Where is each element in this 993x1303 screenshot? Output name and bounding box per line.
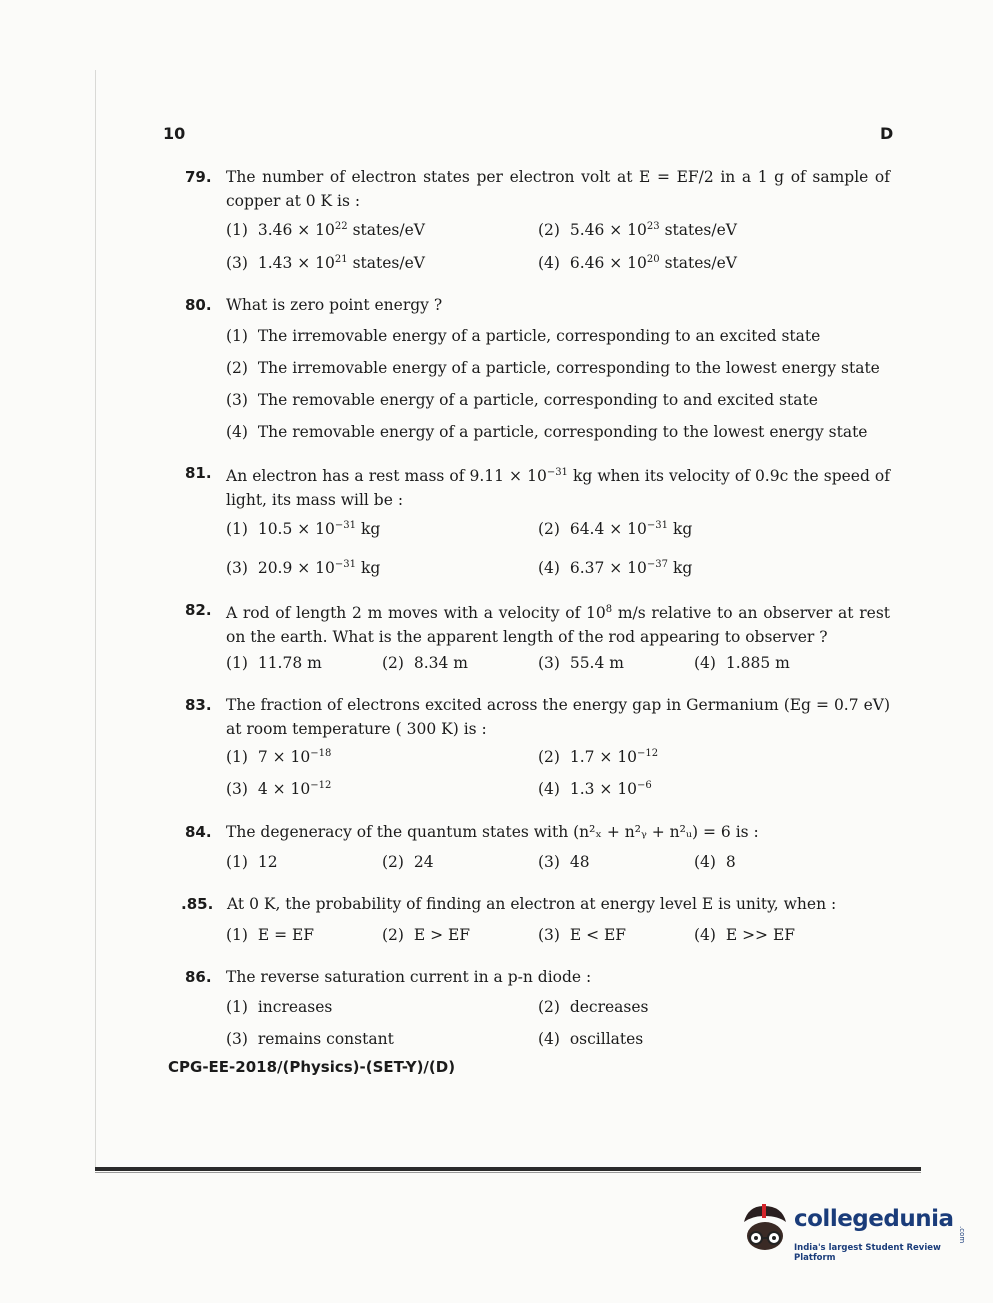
logo-wordmark: collegedunia [794,1206,954,1232]
option-82-1: (1) 11.78 m [226,654,322,672]
option-84-1: (1) 12 [226,853,278,871]
option-80-1: (1) The irremovable energy of a particle, corresponding to an excited state [226,327,821,345]
option-82-3: (3) 55.4 m [538,654,624,672]
page-left-edge [95,70,96,1170]
page-bottom-rule-thin [95,1172,921,1173]
question-number: 79. [185,168,212,186]
logo-com: .com [958,1226,966,1244]
question-text: The degeneracy of the quantum states with (n²ₓ + n²ᵧ + n²ᵤ) = 6 is : [226,823,759,841]
question-number: .85. [181,895,214,913]
question-number: 86. [185,968,212,986]
option-83-2: (2) $1.7 \times 10^{-12}$ [538,748,659,767]
question-84 [185,820,890,844]
question-81 [185,461,890,512]
option-81-4: (4) $6.37 \times 10^{-37}$ kg [538,559,693,578]
option-80-3: (3) The removable energy of a particle, corresponding to and excited state [226,391,818,409]
question-85 [181,892,886,916]
option-80-2: (2) The irremovable energy of a particle, corresponding to the lowest energy state [226,359,880,377]
question-number: 81. [185,464,212,482]
question-text: An electron has a rest mass of $9.11 \times 10^{-31}$ kg when its velocity of 0.9c the speed of light, its mass will be : [226,467,890,510]
question-number: 83. [185,696,212,714]
option-85-4: (4) E >> EF [694,926,796,944]
question-86 [185,965,890,989]
question-text: The reverse saturation current in a p-n diode : [226,968,592,986]
option-85-2: (2) E > EF [382,926,471,944]
page-bottom-rule [95,1167,921,1171]
option-83-4: (4) $1.3 \times 10^{-6}$ [538,780,652,799]
question-number: 80. [185,296,212,314]
option-86-2: (2) decreases [538,998,649,1016]
option-82-4: (4) 1.885 m [694,654,790,672]
page-number: 10 [163,124,186,143]
logo-tagline: India's largest Student Review Platform [794,1243,941,1263]
question-text: What is zero point energy ? [226,296,443,314]
option-86-4: (4) oscillates [538,1030,644,1048]
question-text: The number of electron states per electron volt at E = EF/2 in a 1 g of sample of copper at 0 K is : [226,168,890,210]
option-81-3: (3) $20.9 \times 10^{-31}$ kg [226,559,381,578]
option-86-3: (3) remains constant [226,1030,394,1048]
option-83-3: (3) $4 \times 10^{-12}$ [226,780,332,799]
option-86-1: (1) increases [226,998,333,1016]
question-text: The fraction of electrons excited across the energy gap in Germanium (Eg = 0.7 eV) at room temperature ( 300 K) is : [226,696,890,738]
option-80-4: (4) The removable energy of a particle, corresponding to the lowest energy state [226,423,868,441]
option-79-1: (1) $3.46 \times 10^{22}$ states/eV [226,221,425,240]
question-82 [185,598,890,649]
question-number: 84. [185,823,212,841]
option-81-2: (2) $64.4 \times 10^{-31}$ kg [538,520,693,539]
option-79-3: (3) $1.43 \times 10^{21}$ states/eV [226,254,425,273]
question-number: 82. [185,601,212,619]
option-81-1: (1) $10.5 \times 10^{-31}$ kg [226,520,381,539]
mascot-icon [738,1200,792,1256]
exam-code-footer: CPG-EE-2018/(Physics)-(SET-Y)/(D) [168,1058,456,1076]
question-text: A rod of length 2 m moves with a velocity of $10^8$ m/s relative to an observer at rest on the earth. What is the apparent length of the rod appearing to observer ? [226,604,890,647]
option-85-3: (3) E < EF [538,926,627,944]
collegedunia-logo[interactable] [738,1200,978,1263]
option-85-1: (1) E = EF [226,926,315,944]
option-84-2: (2) 24 [382,853,434,871]
set-letter: D [880,124,894,143]
question-79 [185,165,890,213]
option-83-1: (1) $7 \times 10^{-18}$ [226,748,332,767]
question-83 [185,693,890,741]
option-79-4: (4) $6.46 \times 10^{20}$ states/eV [538,254,737,273]
option-84-3: (3) 48 [538,853,590,871]
option-84-4: (4) 8 [694,853,736,871]
option-82-2: (2) 8.34 m [382,654,468,672]
question-text: At 0 K, the probability of finding an electron at energy level E is unity, when : [227,895,837,913]
question-80 [185,293,890,317]
option-79-2: (2) $5.46 \times 10^{23}$ states/eV [538,221,737,240]
